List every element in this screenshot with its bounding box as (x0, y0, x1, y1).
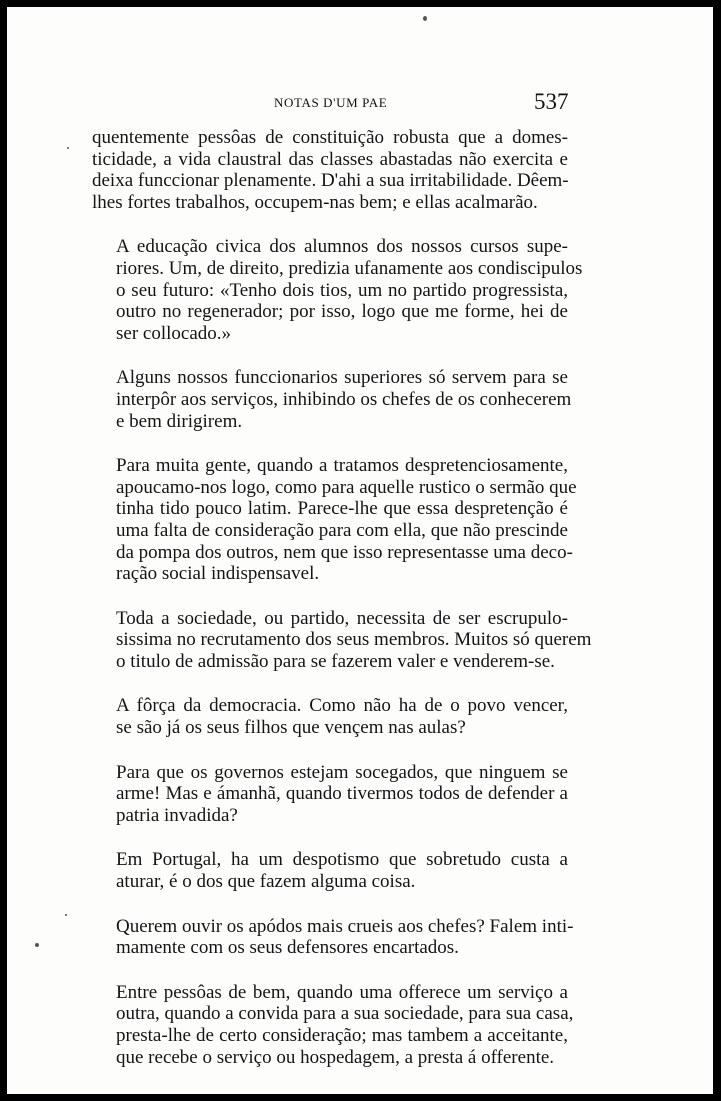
paragraph-1 (92, 127, 568, 213)
scan-speck (35, 943, 39, 947)
text-line: apoucamo-nos logo, como para aquelle rustico o sermão que (116, 476, 577, 498)
text-line: riores. Um, de direito, predizia ufanamente aos condiscipulos (116, 257, 583, 279)
text-line: aturar, é o dos que fazem alguma coisa. (116, 871, 416, 893)
paragraph-6 (92, 695, 568, 738)
paragraph-10 (92, 981, 574, 1068)
text-line: Entre pessôas de bem, quando uma offerece um serviço a (116, 981, 568, 1003)
text-line: mamente com os seus defensores encartados. (116, 937, 459, 959)
text-line: o titulo de admissão para se fazerem valer e venderem-se. (116, 650, 555, 672)
text-line: interpôr aos serviços, inhibindo os chefes de os conhecerem (116, 388, 572, 410)
text-line: Alguns nossos funccionarios superiores só servem para se (116, 367, 568, 389)
text-line: da pompa dos outros, nem que isso representasse uma deco- (116, 541, 573, 563)
scan-speck (65, 914, 67, 916)
running-head (7, 91, 713, 121)
text-line: Querem ouvir os apódos mais crueis aos chefes? Falem inti- (116, 915, 574, 937)
paragraph-2 (92, 236, 583, 344)
page-number: 537 (534, 89, 569, 114)
text-line: o seu futuro: «Tenho dois tios, um no partido progressista, (116, 279, 568, 301)
paragraph-9 (92, 915, 574, 959)
book-page (7, 7, 713, 1094)
text-line: tinha tido pouco latim. Parece-lhe que essa despretenção é (116, 498, 568, 520)
text-line: Para que os governos estejam socegados, que ninguem se (116, 761, 568, 783)
paragraph-7 (92, 762, 568, 827)
text-line: Toda a sociedade, ou partido, necessita de ser escrupulo- (116, 607, 568, 629)
paragraph-3 (92, 367, 572, 432)
text-line: que recebe o serviço ou hospedagem, a presta á offerente. (116, 1046, 555, 1068)
text-line: arme! Mas e ámanhã, quando tivermos todos de defender a (116, 783, 568, 805)
text-line: A fôrça da democracia. Como não ha de o povo vencer, (116, 695, 568, 717)
text-line: ser collocado.» (116, 322, 232, 344)
text-line: se são já os seus filhos que vençem nas aulas? (116, 717, 466, 739)
text-line: e bem dirigirem. (116, 410, 243, 432)
scan-speck (423, 16, 427, 21)
paragraph-4 (92, 455, 577, 585)
text-line: quentemente pessôas de constituição robusta que a domes- (92, 127, 568, 148)
paragraph-5 (92, 607, 592, 673)
running-head-title: NOTAS D'UM PAE (274, 95, 388, 110)
text-line: patria invadida? (116, 804, 238, 826)
text-line: lhes fortes trabalhos, occupem-nas bem; e ellas acalmarão. (92, 191, 538, 213)
paragraph-8 (92, 849, 568, 892)
scan-speck (67, 147, 69, 149)
text-line: outro no regenerador; por isso, logo que me forme, hei de (116, 301, 568, 323)
text-line: uma falta de consideração para com ella, que não prescinde (116, 519, 568, 541)
text-line: ração social indispensavel. (116, 563, 320, 585)
text-line: sissima no recrutamento dos seus membros. Muitos só querem (116, 629, 592, 651)
text-line: ticidade, a vida claustral das classes abastadas não exercita e (92, 148, 568, 170)
text-line: outra, quando a convida para a sua sociedade, para sua casa, (116, 1003, 574, 1025)
text-line: deixa funccionar plenamente. D'ahi a sua irritabilidade. Dêem- (92, 170, 569, 192)
text-line: Para muita gente, quando a tratamos despretenciosamente, (116, 455, 568, 477)
body-text (92, 127, 592, 1091)
text-line: Em Portugal, ha um despotismo que sobretudo custa a (116, 849, 568, 871)
text-line: A educação civica dos alumnos dos nossos cursos supe- (116, 236, 568, 258)
text-line: presta-lhe de certo consideração; mas tambem a acceitante, (116, 1025, 568, 1046)
